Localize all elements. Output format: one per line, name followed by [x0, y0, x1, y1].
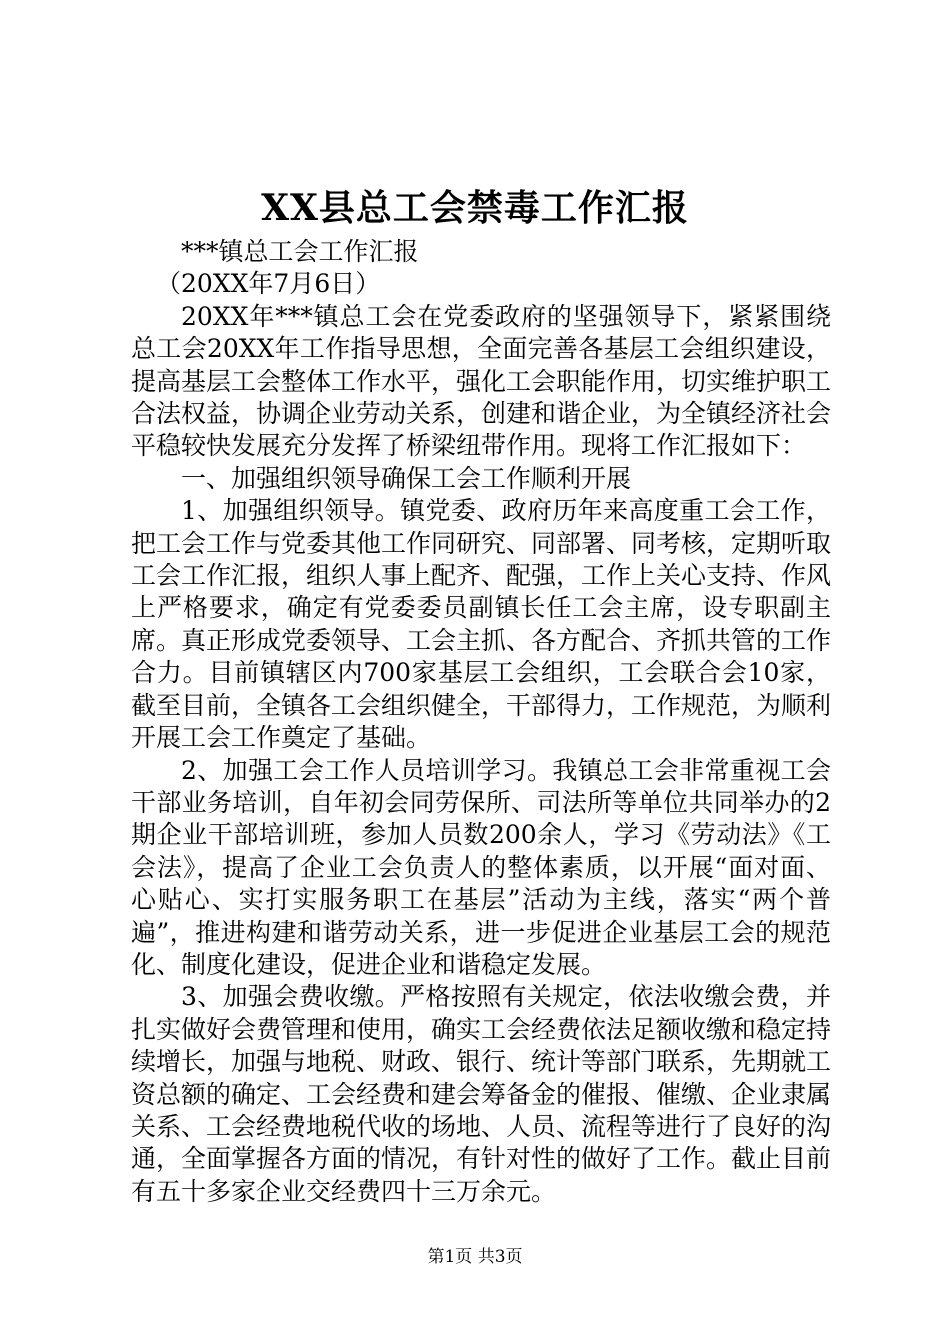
document-title: XX县总工会禁毒工作汇报: [261, 187, 689, 229]
paragraph-item-1: 1、加强组织领导。镇党委、政府历年来高度重工会工作，把工会工作与党委其他工作同研究、同部署、同考核，定期听取工会工作汇报，组织人事上配齐、配强，工作上关心支持、作风上严格要求，确定有党委委员副镇长任工会主席，设专职副主席。真正形成党委领导、工会主抓、各方配合、齐抓共管的工作合力。目前镇辖区内700家基层工会组织，工会联合会10家，截至目前，全镇各工会组织健全，干部得力，工作规范，为顺利开展工会工作奠定了基础。: [131, 496, 832, 753]
paragraph-item-2: 2、加强工会工作人员培训学习。我镇总工会非常重视工会干部业务培训，自年初会同劳保所、司法所等单位共同举办的2期企业干部培训班，参加人员数200余人，学习《劳动法》《工会法》，提高了企业工会负责人的整体素质，以开展“面对面、心贴心、实打实服务职工在基层”活动为主线，落实“两个普遍”，推进构建和谐劳动关系，进一步促进企业基层工会的规范化、制度化建设，促进企业和谐稳定发展。: [131, 755, 831, 979]
document-date: （20XX年7月6日）: [156, 269, 381, 299]
page-footer: 第1页 共3页: [427, 1247, 523, 1267]
document-body: [131, 236, 831, 1208]
paragraph-item-3: 3、加强会费收缴。严格按照有关规定，依法收缴会费，并扎实做好会费管理和使用，确实工会经费依法足额收缴和稳定持续增长，加强与地税、财政、银行、统计等部门联系，先期就工资总额的确定、工会经费和建会筹备金的催报、催缴、企业隶属关系、工会经费地税代收的场地、人员、流程等进行了良好的沟通，全面掌握各方面的情况，有针对性的做好了工作。截止目前有五十多家企业交经费四十三万余元。: [131, 982, 832, 1206]
section-heading-1: 一、加强组织领导确保工会工作顺利开展: [181, 463, 632, 493]
paragraph-intro: 20XX年***镇总工会在党委政府的坚强领导下，紧紧围绕总工会20XX年工作指导思想，全面完善各基层工会组织建设，提高基层工会整体工作水平，强化工会职能作用，切实维护职工合法权益，协调企业劳动关系，创建和谐企业，为全镇经济社会平稳较快发展充分发挥了桥梁纽带作用。现将工作汇报如下：: [131, 301, 832, 461]
document-subtitle: ***镇总工会工作汇报: [181, 237, 419, 266]
